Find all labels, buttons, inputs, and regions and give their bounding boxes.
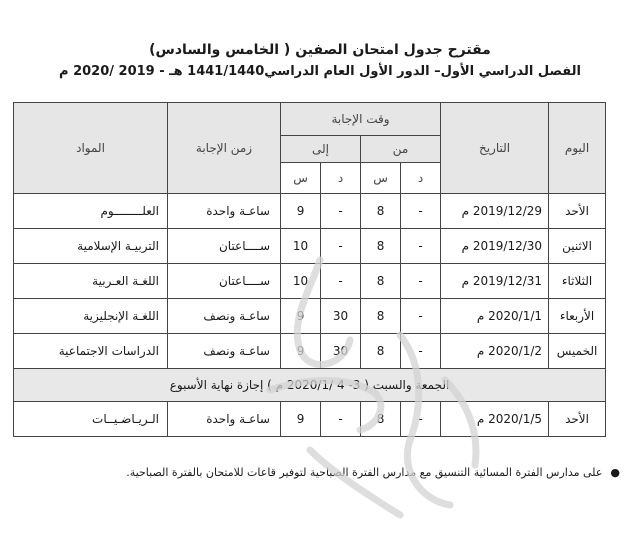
table-row: [14, 229, 606, 264]
header-to-minutes: د: [321, 163, 361, 194]
cell-date: 2020/1/1 م: [441, 299, 549, 334]
cell-date: 2019/12/30 م: [441, 229, 549, 264]
header-from-hours: س: [361, 163, 401, 194]
cell-subject: اللغـة العـربية: [14, 264, 168, 299]
cell-day: الأحد: [549, 402, 606, 437]
cell-duration: ساعـة واحدة: [168, 402, 281, 437]
cell-from-hours: 8: [361, 334, 401, 369]
cell-to-minutes: 30: [321, 299, 361, 334]
cell-to-minutes: -: [321, 264, 361, 299]
cell-date: 2020/1/5 م: [441, 402, 549, 437]
cell-to-hours: 9: [281, 299, 321, 334]
cell-from-hours: 8: [361, 299, 401, 334]
header-answer-time: وقت الإجابة: [281, 103, 441, 136]
exam-schedule-table: [13, 102, 606, 437]
table-row: [14, 402, 606, 437]
table-row: [14, 264, 606, 299]
cell-to-hours: 9: [281, 402, 321, 437]
cell-day: الأربعاء: [549, 299, 606, 334]
header-subjects: المواد: [14, 103, 168, 194]
header-from: من: [361, 136, 441, 163]
cell-to-hours: 10: [281, 229, 321, 264]
cell-from-minutes: -: [401, 264, 441, 299]
cell-to-hours: 10: [281, 264, 321, 299]
cell-to-minutes: -: [321, 194, 361, 229]
header-to: إلى: [281, 136, 361, 163]
header-date: التاريخ: [441, 103, 549, 194]
cell-from-minutes: -: [401, 194, 441, 229]
header-day: اليوم: [549, 103, 606, 194]
cell-day: الاثنين: [549, 229, 606, 264]
cell-subject: اللغـة الإنجليزية: [14, 299, 168, 334]
cell-date: 2020/1/2 م: [441, 334, 549, 369]
bullet-icon: ●: [610, 466, 620, 479]
cell-date: 2019/12/31 م: [441, 264, 549, 299]
cell-from-hours: 8: [361, 402, 401, 437]
cell-from-minutes: -: [401, 334, 441, 369]
cell-from-minutes: -: [401, 229, 441, 264]
cell-to-hours: 9: [281, 194, 321, 229]
header-from-minutes: د: [401, 163, 441, 194]
document-title: مقترح جدول امتحان الصفين ( الخامس والسادس): [149, 42, 491, 58]
cell-subject: العلــــــــوم: [14, 194, 168, 229]
weekend-note: الجمعة والسبت ( 3- 4 /2020/1 م ) إجازة نهاية الأسبوع: [14, 369, 606, 402]
cell-from-hours: 8: [361, 194, 401, 229]
header-duration: زمن الإجابة: [168, 103, 281, 194]
cell-duration: ساعـة ونصف: [168, 334, 281, 369]
table-row: [14, 194, 606, 229]
cell-day: الخميس: [549, 334, 606, 369]
cell-to-hours: 9: [281, 334, 321, 369]
cell-duration: ساعـة ونصف: [168, 299, 281, 334]
header-to-hours: س: [281, 163, 321, 194]
cell-duration: ســــاعتان: [168, 229, 281, 264]
table-row: [14, 299, 606, 334]
cell-day: الأحد: [549, 194, 606, 229]
cell-to-minutes: -: [321, 229, 361, 264]
cell-from-minutes: -: [401, 299, 441, 334]
cell-subject: الدراسات الاجتماعية: [14, 334, 168, 369]
cell-day: الثلاثاء: [549, 264, 606, 299]
cell-subject: الـريـاضـيــات: [14, 402, 168, 437]
cell-duration: ساعـة واحدة: [168, 194, 281, 229]
cell-from-hours: 8: [361, 264, 401, 299]
cell-subject: التربيـة الإسلامية: [14, 229, 168, 264]
weekend-row: [14, 369, 606, 402]
cell-to-minutes: 30: [321, 334, 361, 369]
document-subtitle: الفصل الدراسي الأول– الدور الأول العام الدراسي1441/1440 هـ - 2019 /2020 م: [59, 64, 581, 79]
cell-duration: ســــاعتان: [168, 264, 281, 299]
footnote-text: على مدارس الفترة المسائية التنسيق مع مدارس الفترة الصباحية لتوفير قاعات للامتحان بالفترة الصباحية.: [126, 466, 603, 479]
cell-from-hours: 8: [361, 229, 401, 264]
cell-to-minutes: -: [321, 402, 361, 437]
cell-from-minutes: -: [401, 402, 441, 437]
footnote: [20, 466, 620, 479]
table-row: [14, 334, 606, 369]
cell-date: 2019/12/29 م: [441, 194, 549, 229]
